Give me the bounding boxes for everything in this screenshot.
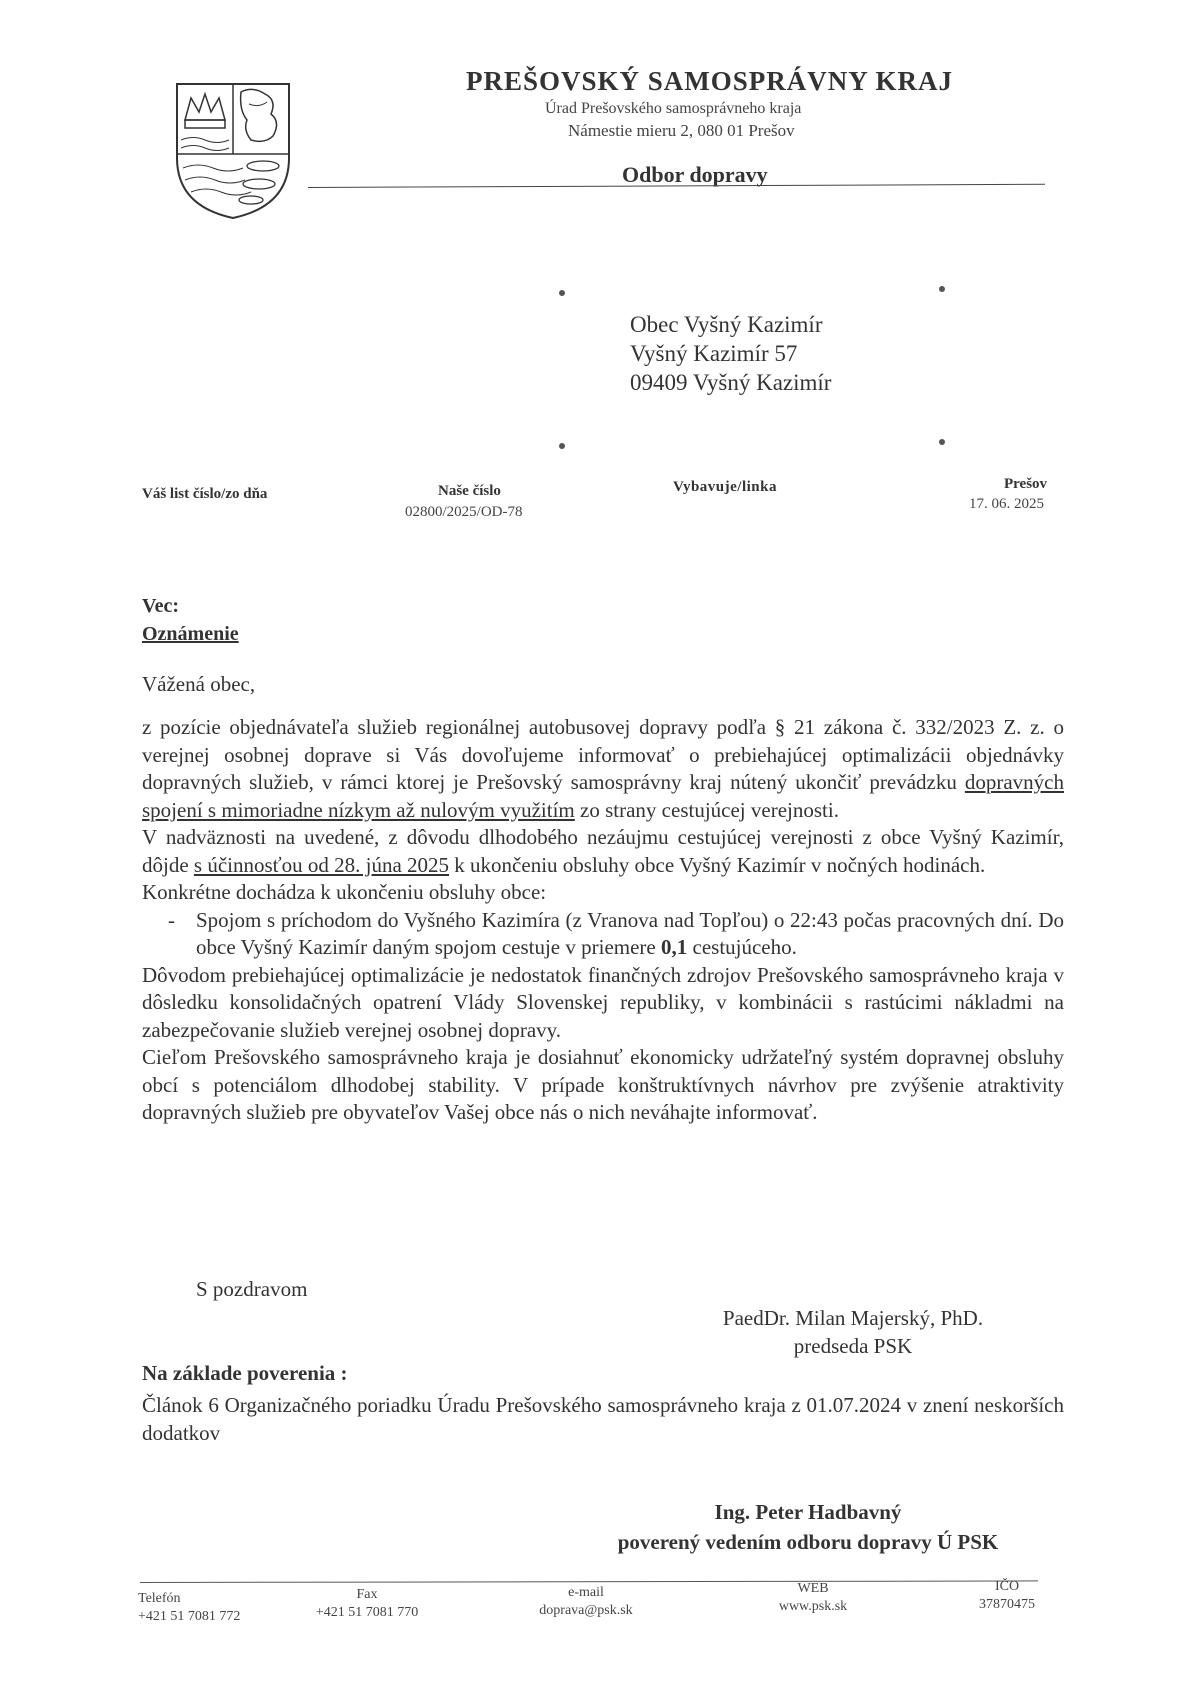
coat-of-arms-icon: [173, 80, 293, 222]
footer-divider: [140, 1580, 1038, 1583]
window-mark: [939, 286, 945, 292]
paragraph: Cieľom Prešovského samosprávneho kraja je dosiahnuť ekonomicky udržateľný systém dopravnej obsluhy obcí s potenciálom dlhodobej stability. V prípade konštruktívnych návrhov pre zvýšenie atraktivity dopravných služieb pre obyvateľov Vašej obce nás o nich neváhajte informovať.: [142, 1045, 1064, 1124]
signatory-title: poverený vedením odboru dopravy Ú PSK: [617, 1530, 999, 1554]
list-item: - Spojom s príchodom do Vyšného Kazimíra (z Vranova nad Topľou) o 22:43 počas pracovných dní. Do obce Vyšný Kazimír daným spojom cestuje v priemere 0,1 cestujúceho.: [142, 907, 1064, 962]
letter-date: 17. 06. 2025: [969, 496, 1044, 512]
signatory-name: Ing. Peter Hadbavný: [714, 1500, 902, 1524]
recipient-line: Obec Vyšný Kazimír: [630, 312, 823, 337]
signatory-title: predseda PSK: [793, 1334, 913, 1358]
recipient-address: [630, 310, 831, 397]
place-label: Prešov: [1004, 476, 1048, 492]
footer-email: e-mail doprava@psk.sk: [539, 1585, 633, 1618]
footer-ico: IČO 37870475: [979, 1579, 1035, 1612]
closing: S pozdravom: [196, 1277, 308, 1301]
signatory-block: [588, 1497, 1028, 1557]
paragraph: z pozície objednávateľa služieb regionálnej autobusovej dopravy podľa § 21 zákona č. 332/2023 Z. z. o verejnej osobnej doprave si Vás dovoľujeme informovať o prebiehajúcej optimalizácii objednávky dopravných služieb, v rámci ktorej je Prešovský samosprávny kraj nútený ukončiť prevádzku dopravných spojení s mimoriadne nízkym až nulovým využitím zo strany cestujúcej verejnosti.: [142, 715, 1064, 822]
window-mark: [939, 439, 945, 445]
bullet-dash: -: [168, 907, 175, 932]
paragraph: V nadväznosti na uvedené, z dôvodu dlhodobého nezáujmu cestujúcej verejnosti z obce Vyšný Kazimír, dôjde s účinnosťou od 28. júna 2025 k ukončeniu obsluhy obce Vyšný Kazimír v nočných hodinách.: [142, 825, 1064, 877]
recipient-line: Vyšný Kazimír 57: [630, 341, 798, 366]
footer-fax: Fax +421 51 7081 770: [315, 1587, 419, 1620]
subject: [142, 592, 239, 648]
office-address: Námestie mieru 2, 080 01 Prešov: [568, 121, 795, 140]
paragraph: Dôvodom prebiehajúcej optimalizácie je nedostatok finančných zdrojov Prešovského samosprávneho kraja v dôsledku konsolidačných opatrení Vlády Slovenskej republiky, v kombinácii s rastúcimi nákladmi na zabezpečovanie služieb verejnej osobnej dopravy.: [142, 962, 1064, 1042]
our-number-value: 02800/2025/OD-78: [405, 504, 523, 520]
paragraph: Konkrétne dochádza k ukončeniu obsluhy obce:: [142, 880, 547, 904]
subject-title: Oznámenie: [142, 623, 239, 645]
signatory-block: [698, 1304, 1008, 1360]
handler-label: Vybavuje/linka: [673, 479, 777, 495]
authorization-label: Na základe poverenia :: [142, 1361, 348, 1385]
recipient-line: 09409 Vyšný Kazimír: [630, 370, 832, 395]
window-mark: [559, 443, 565, 449]
organization-name: PREŠOVSKÝ SAMOSPRÁVNY KRAJ: [466, 66, 954, 96]
footer-phone: Telefón +421 51 7081 772: [138, 1591, 241, 1624]
your-letter-label: Váš list číslo/zo dňa: [142, 486, 268, 502]
subject-label: Vec:: [142, 595, 180, 617]
department-name: Odbor dopravy: [622, 162, 768, 187]
letter-body: [142, 714, 1064, 1127]
greeting: Vážená obec,: [142, 672, 256, 696]
footer-web: WEB www.psk.sk: [778, 1581, 848, 1614]
signatory-name: PaedDr. Milan Majerský, PhD.: [722, 1306, 984, 1330]
our-number-label: Naše číslo: [438, 483, 501, 499]
window-mark: [559, 290, 565, 296]
office-name: Úrad Prešovského samosprávneho kraja: [545, 100, 802, 117]
authorization-text: Článok 6 Organizačného poriadku Úradu Prešovského samosprávneho kraja z 01.07.2024 v znení neskorších dodatkov: [142, 1393, 1064, 1445]
